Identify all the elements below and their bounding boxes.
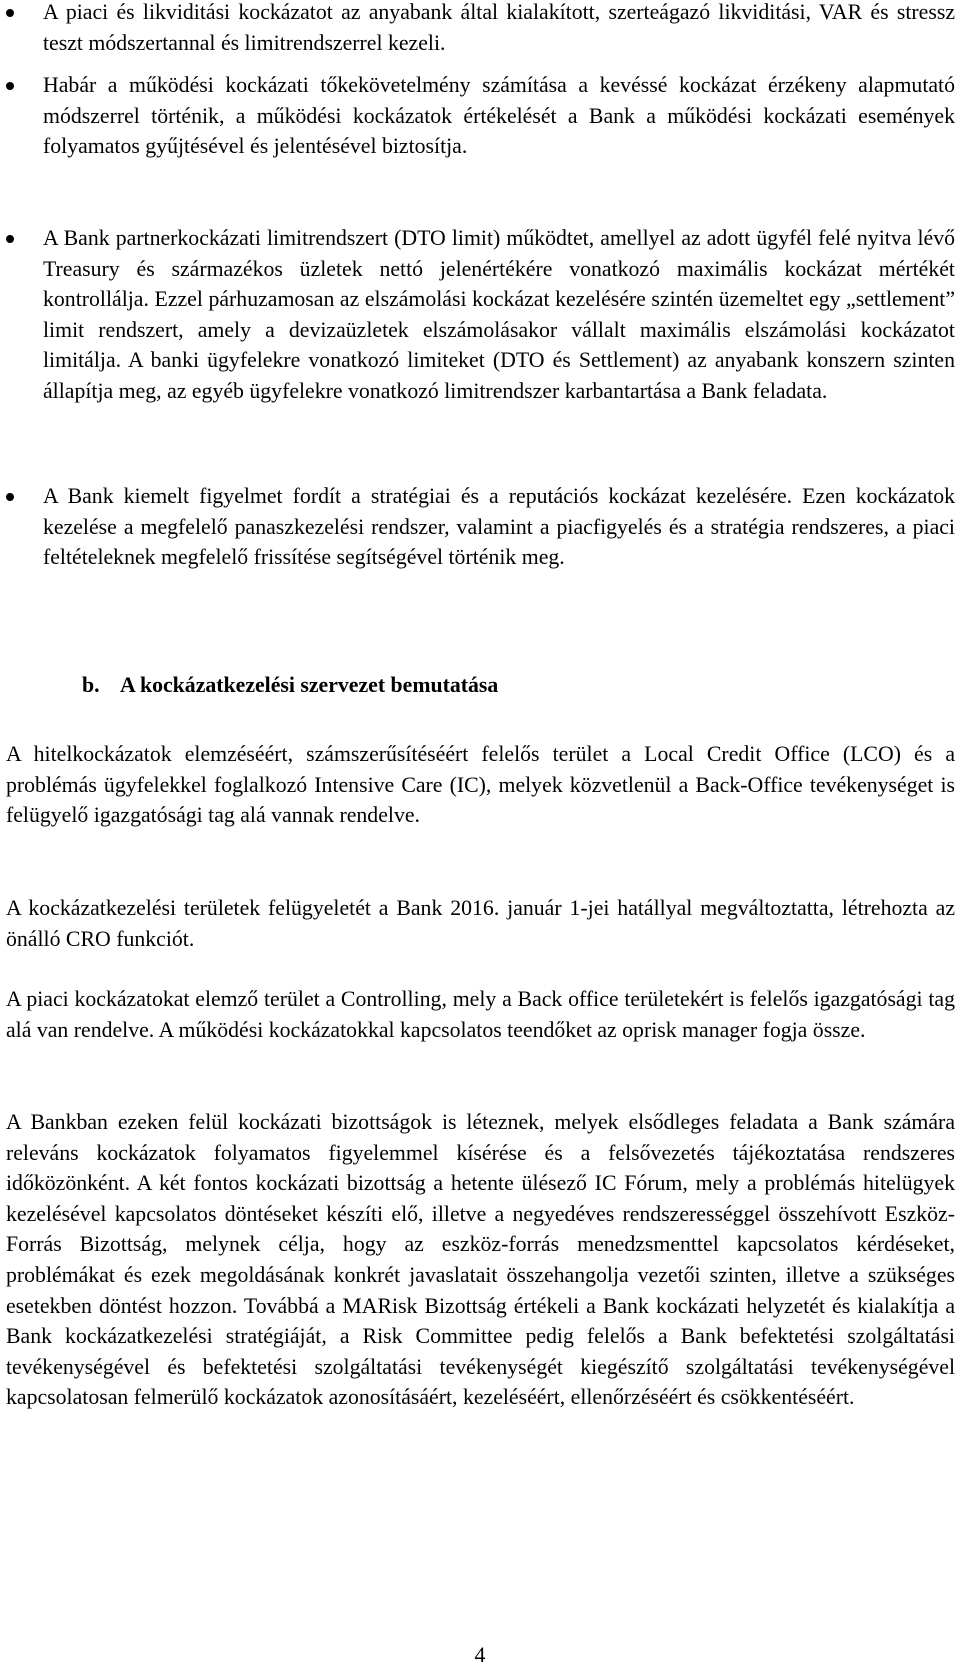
- bullet-icon: [6, 235, 14, 243]
- bullet-text: Habár a működési kockázati tőkekövetelmény számítása a kevéssé kockázat érzékeny alapmutató módszerrel történik, a működési kockázatok értékelését a Bank a működési kockázati események folyamatos gyűjtésével és jelentésével biztosítja.: [43, 73, 955, 159]
- section-heading: [82, 670, 498, 701]
- section-title: A kockázatkezelési szervezet bemutatása: [120, 673, 499, 697]
- paragraph: A hitelkockázatok elemzéséért, számszerűsítéséért felelős terület a Local Credit Office (LCO) és a problémás ügyfelekkel foglalkozó Intensive Care (IC), melyek közvetlenül a Back-Office tevékenységet is felügyelő igazgatósági tag alá vannak rendelve.: [6, 742, 955, 828]
- paragraph: A Bankban ezeken felül kockázati bizottságok is léteznek, melyek elsődleges feladata a Bank számára releváns kockázatok folyamatos figyelemmel kísérése és a felsővezetés tájékoztatása rendszeres időközönként. A két fontos kockázati bizottság a hetente ülésező IC Fórum, mely a problémás hitelügyek kezelésével kapcsolatos döntéseket készíti elő, illetve a negyedéves rendszerességgel összehívott Eszköz-Forrás Bizottság, melynek célja, hogy az eszköz-forrás menedzsmenttel kapcsolatos kérdéseket, problémákat és ezek megoldásának konkrét javaslatait összehangolja vezetői szinten, illetve a szükséges esetekben döntést hozzon. Továbbá a MARisk Bizottság értékeli a Bank kockázati helyzetét és kialakítja a Bank kockázatkezelési stratégiáját, a Risk Committee pedig felelős a Bank befektetési szolgáltatási tevékenységével és befektetési szolgáltatási tevékenységét kiegészítő szolgáltatási tevékenységével kapcsolatosan felmerülő kockázatok azonosításáért, kezeléséért, ellenőrzéséért és csökkentéséért.: [6, 1110, 955, 1410]
- bullet-text: A Bank kiemelt figyelmet fordít a stratégiai és a reputációs kockázat kezelésére. Ezen kockázatok kezelése a megfelelő panaszkezelési rendszer, valamint a piacfigyelés és a stratégia rendszeres, a piaci feltételeknek megfelelő frissítése segítségével történik meg.: [43, 484, 955, 570]
- bullet-text: A Bank partnerkockázati limitrendszert (DTO limit) működtet, amellyel az adott ügyfél felé nyitva lévő Treasury és származékos üzletek nettó jelenértékére vonatkozó maximális kockázat mértékét kontrollálja. Ezzel párhuzamosan az elszámolási kockázat kezelésére szintén üzemeltet egy „settlement” limit rendszert, amely a devizaüzletek elszámolásakor vállalt maximális elszámolási kockázatot limitálja. A banki ügyfelekre vonatkozó limiteket (DTO és Settlement) az anyabank konszern szinten állapítja meg, az egyéb ügyfelekre vonatkozó limitrendszer karbantartása a Bank feladata.: [43, 226, 955, 403]
- bullet-icon: [6, 9, 14, 17]
- paragraph: A kockázatkezelési területek felügyeletét a Bank 2016. január 1-jei hatállyal megváltoztatta, létrehozta az önálló CRO funkciót.: [6, 896, 955, 951]
- page-number: 4: [474, 1643, 486, 1667]
- paragraph: A piaci kockázatokat elemző terület a Controlling, mely a Back office területekért is felelős igazgatósági tag alá van rendelve. A működési kockázatokkal kapcsolatos teendőket az oprisk manager fogja össze.: [6, 987, 955, 1042]
- section-label: b.: [82, 673, 100, 697]
- bullet-icon: [6, 493, 14, 501]
- bullet-text: A piaci és likviditási kockázatot az anyabank által kialakított, szerteágazó likviditási, VAR és stressz teszt módszertannal és limitrendszerrel kezeli.: [43, 0, 955, 55]
- bullet-icon: [6, 82, 14, 90]
